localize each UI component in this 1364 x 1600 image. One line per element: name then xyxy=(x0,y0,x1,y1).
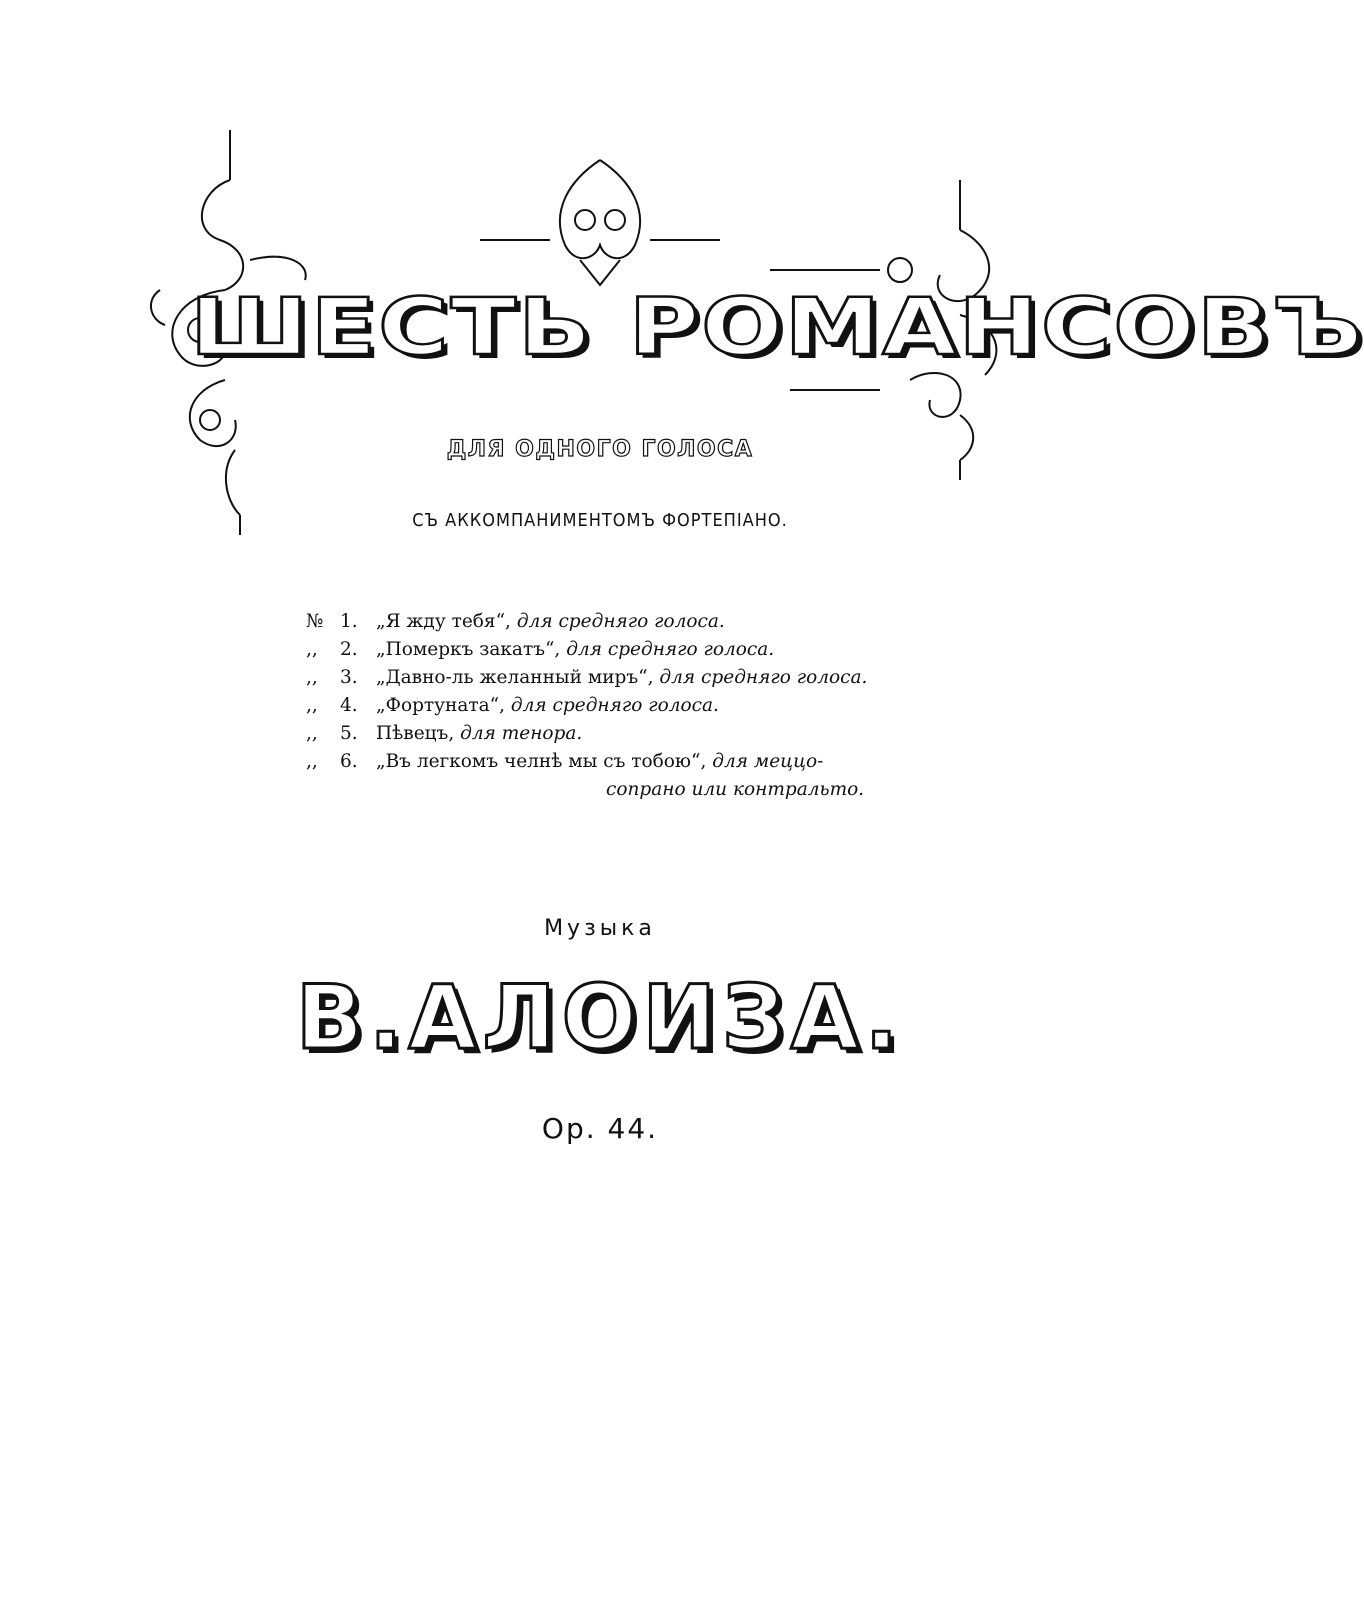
contents-list xyxy=(306,608,906,804)
item-title: „Померкъ закатъ“, xyxy=(376,639,561,660)
item-voice: для средняго голоса. xyxy=(566,639,775,660)
item-voice: для средняго голоса. xyxy=(516,611,725,632)
composer-name: В.АЛОИЗА. xyxy=(295,966,905,1069)
list-item-continuation xyxy=(306,776,906,804)
item-title: Пѣвецъ, xyxy=(376,723,455,744)
item-index: 1. xyxy=(340,611,358,632)
item-title: „Я жду тебя“, xyxy=(376,611,511,632)
item-prefix: ,, xyxy=(306,667,318,688)
item-index: 6. xyxy=(340,751,358,772)
item-prefix: ,, xyxy=(306,751,318,772)
accompaniment-line: СЪ АККОМПАНИМЕНТОМЪ ФОРТЕПІАНО. xyxy=(412,510,788,531)
opus-number: Op. 44. xyxy=(541,1112,659,1145)
music-label: Музыка xyxy=(544,916,656,941)
item-prefix: № xyxy=(306,611,324,632)
list-item xyxy=(306,636,906,664)
item-voice: для средняго голоса. xyxy=(659,667,868,688)
list-item xyxy=(306,720,906,748)
item-title: „Давно-ль желанный миръ“, xyxy=(376,667,654,688)
item-voice: для тенора. xyxy=(460,723,583,744)
page-title: ШЕСТЬ РОМАНСОВЪ xyxy=(190,281,1364,373)
center-top-ornament-icon xyxy=(470,150,730,290)
item-prefix: ,, xyxy=(306,639,318,660)
item-title: „Фортуната“, xyxy=(376,695,506,716)
item-prefix: ,, xyxy=(306,695,318,716)
list-item xyxy=(306,664,906,692)
item-index: 5. xyxy=(340,723,358,744)
item-title: „Въ легкомъ челнѣ мы съ тобою“, xyxy=(376,751,707,772)
item-voice: для средняго голоса. xyxy=(510,695,719,716)
item-index: 2. xyxy=(340,639,358,660)
item-prefix: ,, xyxy=(306,723,318,744)
list-item xyxy=(306,692,906,720)
list-item xyxy=(306,608,906,636)
list-item xyxy=(306,748,906,776)
item-voice: для меццо- xyxy=(712,751,824,772)
item-voice-continuation: сопрано или контральто. xyxy=(606,779,865,800)
item-index: 3. xyxy=(340,667,358,688)
item-index: 4. xyxy=(340,695,358,716)
subtitle: ДЛЯ ОДНОГО ГОЛОСА xyxy=(446,437,754,462)
